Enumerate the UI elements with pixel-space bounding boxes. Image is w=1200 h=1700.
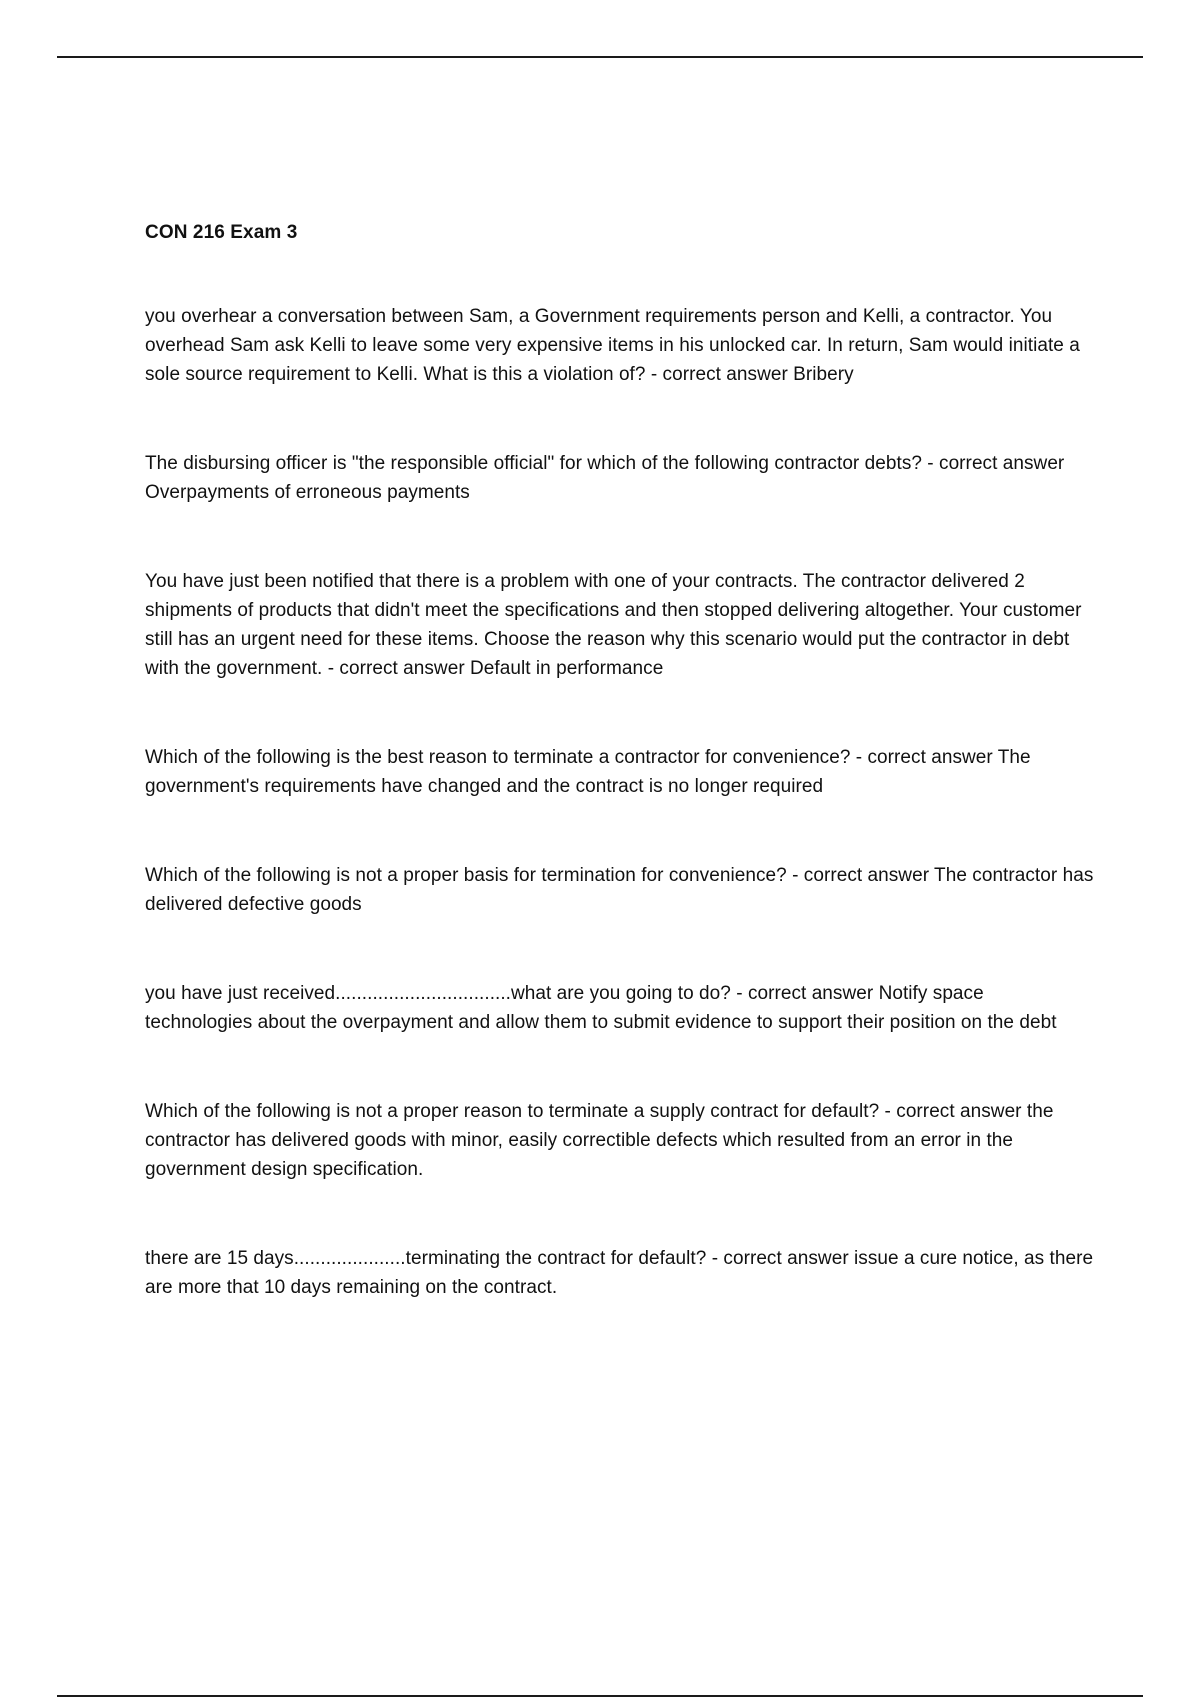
question-answer-2: The disbursing officer is "the responsible official" for which of the following contractor debts? - correct answer Overpayments of erroneous payments bbox=[145, 453, 1065, 503]
question-answer-5: Which of the following is not a proper basis for termination for convenience? - correct answer The contractor has delivered defective goods bbox=[145, 865, 1094, 915]
question-answer-4: Which of the following is the best reason to terminate a contractor for convenience? - correct answer The government's requirements have changed and the contract is no longer required bbox=[145, 747, 1031, 797]
document-body bbox=[145, 222, 1095, 1362]
question-answer-3: You have just been notified that there is a problem with one of your contracts. The contractor delivered 2 shipments of products that didn't meet the specifications and then stopped delivering altogether. Your customer still has an urgent need for these items. Choose the reason why this scenario would put the contractor in debt with the government. - correct answer Default in performance bbox=[145, 571, 1082, 679]
question-answer-7: Which of the following is not a proper reason to terminate a supply contract for default? - correct answer the contractor has delivered goods with minor, easily correctible defects which resulted from an error in the government design specification. bbox=[145, 1101, 1054, 1180]
document-title: CON 216 Exam 3 bbox=[145, 222, 298, 243]
question-answer-1: you overhear a conversation between Sam, a Government requirements person and Kelli, a contractor. You overhead Sam ask Kelli to leave some very expensive items in his unlocked car. In return, Sam would initiate a sole source requirement to Kelli. What is this a violation of? - correct answer Bribery bbox=[145, 306, 1080, 385]
top-divider bbox=[57, 56, 1143, 58]
question-answer-6: you have just received.................................what are you going to do? - correct answer Notify space technologies about the overpayment and allow them to submit evidence to support their position on the debt bbox=[145, 983, 1057, 1033]
bottom-divider bbox=[57, 1695, 1143, 1697]
question-answer-8: there are 15 days.....................terminating the contract for default? - correct answer issue a cure notice, as there are more that 10 days remaining on the contract. bbox=[145, 1248, 1094, 1298]
